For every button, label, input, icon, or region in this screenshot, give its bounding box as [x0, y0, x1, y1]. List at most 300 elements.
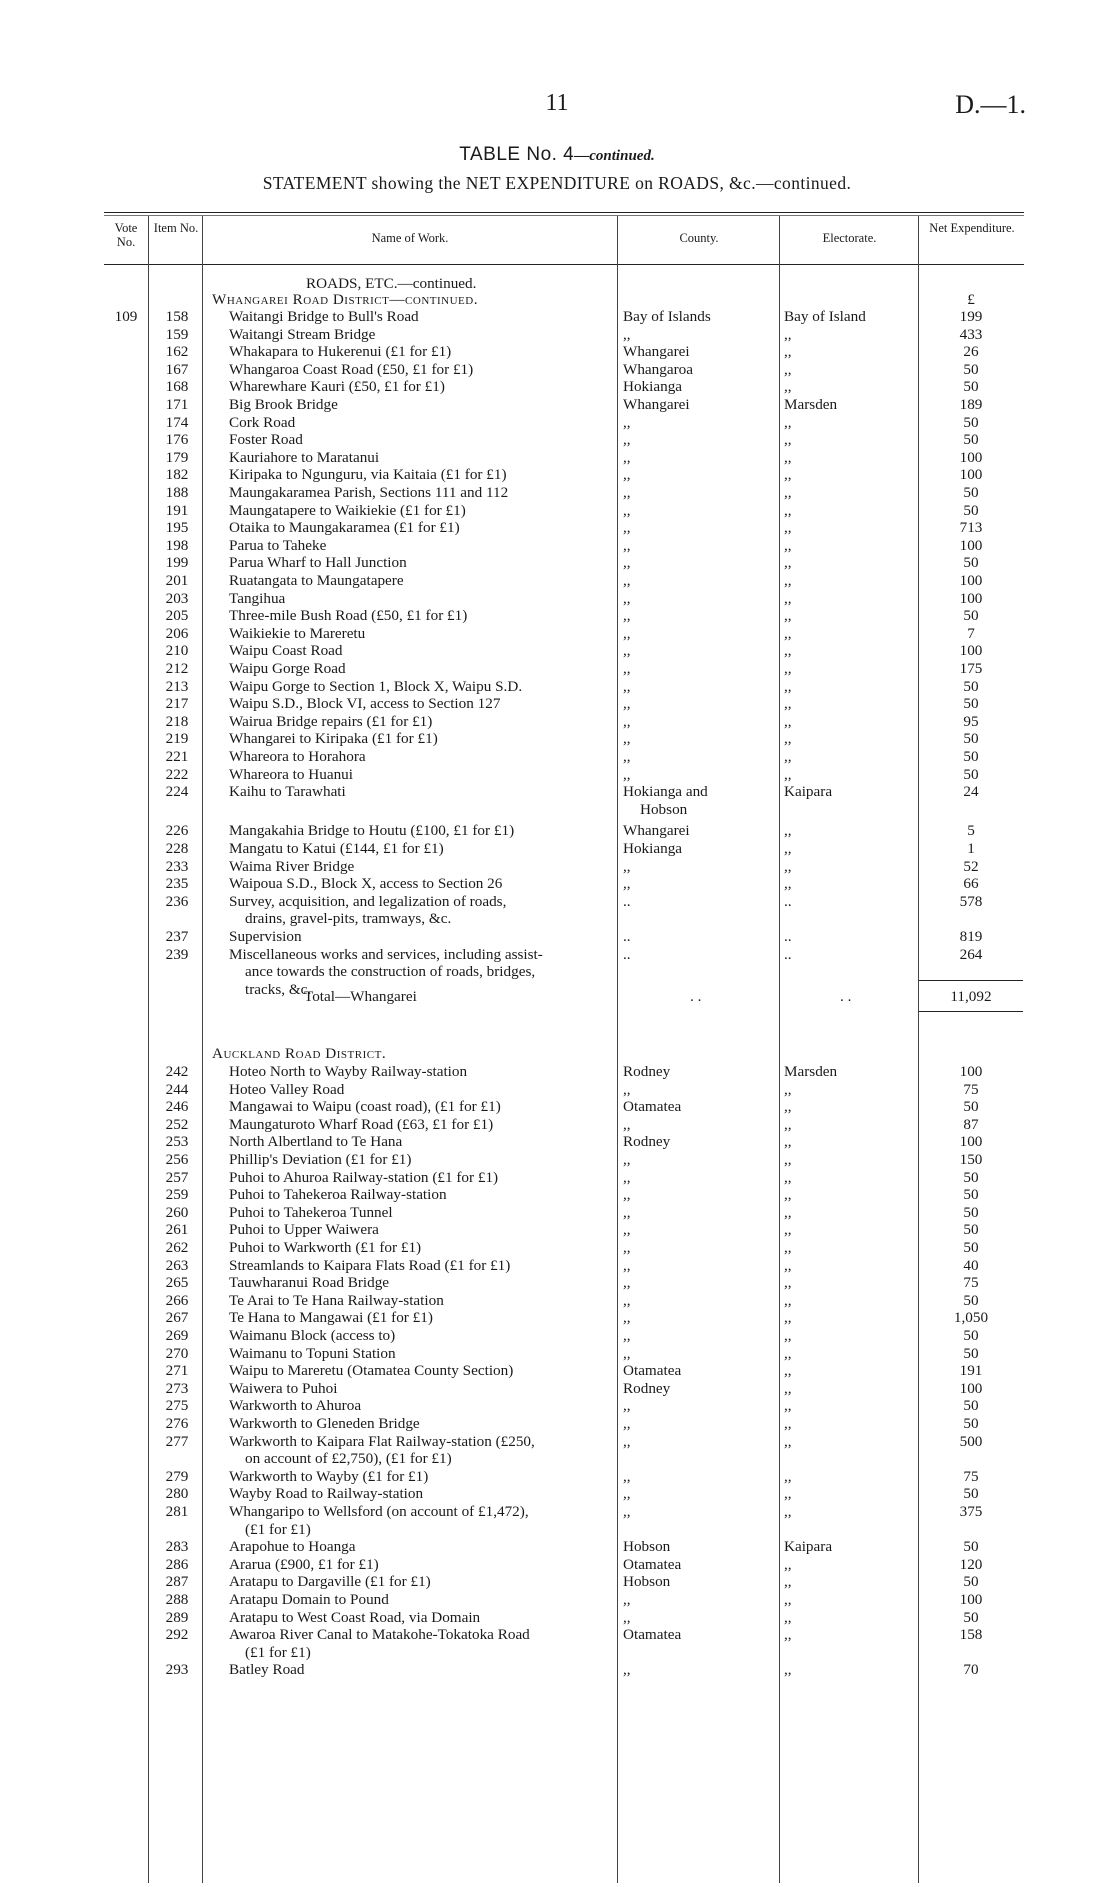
- net-expenditure: 50: [963, 1098, 979, 1116]
- work-name: Puhoi to Tahekeroa Railway-station: [229, 1186, 447, 1204]
- work-name: Mangatu to Katui (£144, £1 for £1): [229, 840, 444, 857]
- county-name: ,,: [623, 1115, 631, 1133]
- net-expenditure: 50: [963, 501, 979, 519]
- electorate-name: ,,: [784, 1626, 792, 1644]
- net-expenditure: 50: [963, 360, 979, 378]
- item-number: 288: [165, 1591, 189, 1608]
- county-name: ,,: [623, 466, 631, 484]
- work-name: Te Arai to Te Hana Railway-station: [229, 1291, 444, 1309]
- work-name: Waipu Gorge Road: [229, 660, 346, 677]
- county-name: ,,: [623, 857, 631, 875]
- electorate-name: ,,: [784, 1274, 792, 1292]
- col-rule-3: [617, 216, 618, 1883]
- electorate-name: ,,: [784, 840, 792, 857]
- county-name: Whangarei: [623, 396, 690, 413]
- net-expenditure: 52: [963, 857, 979, 875]
- net-expenditure: 75: [963, 1467, 979, 1485]
- electorate-name: ,,: [784, 466, 792, 484]
- item-number: 277: [165, 1432, 189, 1450]
- work-name: Ararua (£900, £1 for £1): [229, 1555, 379, 1573]
- county-name: Otamatea: [623, 1362, 682, 1380]
- work-name: Tangihua: [229, 589, 286, 607]
- electorate-name: ,,: [784, 1432, 792, 1450]
- net-expenditure: 50: [963, 695, 979, 713]
- work-name: Awaroa River Canal to Matakohe-Tokatoka Road: [229, 1626, 530, 1644]
- work-name: Puhoi to Ahuroa Railway-station (£1 for £1): [229, 1168, 499, 1186]
- county-name: ,,: [623, 748, 631, 765]
- work-name-continued: on account of £2,750), (£1 for £1): [245, 1450, 452, 1468]
- electorate-name: ,,: [784, 1415, 792, 1432]
- electorate-name: ,,: [784, 1168, 792, 1186]
- item-number: 262: [165, 1239, 189, 1256]
- work-name: Miscellaneous works and services, including assist-: [229, 945, 543, 963]
- document-code: D.—1.: [955, 90, 1026, 119]
- district-heading-auckland: Auckland Road District.: [212, 1045, 387, 1062]
- county-name: Rodney: [623, 1133, 671, 1151]
- item-number: 275: [165, 1397, 189, 1415]
- work-name: Aratapu to Dargaville (£1 for £1): [229, 1573, 431, 1591]
- work-name: Puhoi to Warkworth (£1 for £1): [229, 1239, 422, 1256]
- col-rule-4: [779, 216, 780, 1883]
- electorate-name: ,,: [784, 343, 792, 361]
- net-expenditure: 158: [959, 1626, 983, 1644]
- item-number: 276: [165, 1415, 189, 1432]
- electorate-name: ,,: [784, 448, 792, 466]
- electorate-name: Marsden: [784, 1063, 838, 1080]
- net-expenditure: 100: [959, 1379, 983, 1397]
- county-name: ,,: [623, 1168, 631, 1186]
- county-name: ,,: [623, 607, 631, 625]
- work-name: Phillip's Deviation (£1 for £1): [229, 1151, 412, 1168]
- net-expenditure: 50: [963, 378, 979, 396]
- county-name: ,,: [623, 1432, 631, 1450]
- item-number: 265: [165, 1274, 189, 1292]
- item-number: 235: [165, 875, 189, 893]
- work-name-continued: ance towards the construction of roads, bridges,: [245, 963, 536, 981]
- item-number: 269: [165, 1327, 189, 1344]
- electorate-name: ,,: [784, 1327, 792, 1344]
- net-expenditure: 100: [959, 589, 983, 607]
- work-name: Waipu S.D., Block VI, access to Section 127: [229, 695, 501, 713]
- net-expenditure: 375: [959, 1503, 983, 1520]
- item-number: 233: [165, 857, 189, 875]
- net-expenditure: 50: [963, 1397, 979, 1415]
- electorate-name: Kaipara: [784, 1538, 833, 1556]
- electorate-name: ,,: [784, 1661, 792, 1679]
- county-name: ,,: [623, 712, 631, 730]
- work-name: Foster Road: [229, 431, 303, 449]
- item-number: 201: [165, 572, 189, 589]
- county-name: ,,: [623, 730, 631, 748]
- county-name: ,,: [623, 642, 631, 660]
- electorate-name: ,,: [784, 624, 792, 642]
- electorate-name: ,,: [784, 536, 792, 554]
- electorate-name: ,,: [784, 1186, 792, 1204]
- net-expenditure: 819: [959, 928, 983, 945]
- col-header-county: County.: [679, 231, 719, 245]
- net-expenditure: 433: [959, 325, 983, 343]
- work-name: Aratapu Domain to Pound: [229, 1591, 389, 1608]
- electorate-name: ,,: [784, 1291, 792, 1309]
- header-top-rule: [104, 212, 1024, 213]
- net-expenditure: 100: [959, 1063, 983, 1080]
- net-expenditure: 50: [963, 1186, 979, 1204]
- electorate-name: ,,: [784, 1344, 792, 1362]
- item-number: 260: [165, 1203, 189, 1221]
- county-name: Hobson: [623, 1538, 671, 1556]
- work-name: Waipu Coast Road: [229, 642, 343, 660]
- item-number: 236: [165, 892, 189, 910]
- net-expenditure: 24: [963, 783, 979, 801]
- net-expenditure: 578: [959, 892, 983, 910]
- net-expenditure: 100: [959, 1133, 983, 1151]
- net-expenditure: 120: [959, 1555, 983, 1573]
- work-name: Puhoi to Upper Waiwera: [229, 1221, 379, 1239]
- electorate-name: ,,: [784, 748, 792, 765]
- electorate-name: ,,: [784, 431, 792, 449]
- electorate-name: ,,: [784, 607, 792, 625]
- county-name: ,,: [623, 765, 631, 783]
- net-expenditure: 50: [963, 1327, 979, 1344]
- work-name: Waimanu to Topuni Station: [229, 1344, 396, 1362]
- header-top-rule-thin: [104, 215, 1024, 216]
- electorate-name: ,,: [784, 1555, 792, 1573]
- electorate-name: ,,: [784, 1591, 792, 1608]
- net-expenditure: 50: [963, 1291, 979, 1309]
- item-number: 205: [165, 607, 189, 625]
- work-name: Wayby Road to Railway-station: [229, 1485, 424, 1503]
- item-number: 176: [165, 431, 189, 449]
- work-name: Wairua Bridge repairs (£1 for £1): [229, 712, 433, 730]
- item-number: 270: [165, 1344, 189, 1362]
- item-number: 210: [165, 642, 189, 660]
- work-name: Big Brook Bridge: [229, 396, 338, 413]
- county-name: ,,: [623, 1239, 631, 1256]
- electorate-name: ,,: [784, 1608, 792, 1626]
- electorate-name: ,,: [784, 1503, 792, 1520]
- item-number: 198: [165, 536, 189, 554]
- item-number: 167: [165, 360, 189, 378]
- item-number: 224: [165, 783, 189, 801]
- work-name: Whangarei to Kiripaka (£1 for £1): [229, 730, 438, 748]
- item-number: 203: [165, 589, 189, 607]
- item-number: 267: [165, 1309, 189, 1327]
- item-number: 273: [165, 1379, 189, 1397]
- net-expenditure: 50: [963, 1538, 979, 1556]
- item-number: 252: [165, 1115, 189, 1133]
- net-expenditure: 50: [963, 1485, 979, 1503]
- county-name: Hokianga: [623, 378, 683, 396]
- county-name: ,,: [623, 695, 631, 713]
- total-county-dots: . .: [690, 988, 702, 1005]
- col-rule-2: [202, 216, 203, 1883]
- county-name: ,,: [623, 1467, 631, 1485]
- net-expenditure: 189: [959, 396, 983, 413]
- electorate-name: ,,: [784, 1080, 792, 1098]
- item-number: 171: [165, 396, 189, 413]
- county-name: ..: [623, 892, 631, 910]
- item-number: 221: [165, 748, 189, 765]
- county-name: Whangarei: [623, 343, 690, 361]
- net-expenditure: 50: [963, 730, 979, 748]
- county-name: ,,: [623, 572, 631, 589]
- electorate-name: Kaipara: [784, 783, 833, 801]
- item-number: 237: [165, 928, 189, 945]
- work-name: Maungaturoto Wharf Road (£63, £1 for £1): [229, 1115, 494, 1133]
- work-name: Waikiekie to Mareretu: [229, 624, 366, 642]
- net-expenditure: 50: [963, 1239, 979, 1256]
- county-name: ,,: [623, 1415, 631, 1432]
- county-name: Rodney: [623, 1063, 671, 1080]
- electorate-name: ,,: [784, 1467, 792, 1485]
- net-expenditure: 100: [959, 1591, 983, 1608]
- electorate-name: ,,: [784, 1256, 792, 1274]
- item-number: 261: [165, 1221, 189, 1239]
- county-name: ,,: [623, 325, 631, 343]
- item-number: 158: [165, 308, 189, 325]
- county-name: ,,: [623, 589, 631, 607]
- item-number: 281: [165, 1503, 189, 1520]
- county-name: Otamatea: [623, 1098, 682, 1116]
- item-number: 292: [165, 1626, 189, 1644]
- item-number: 188: [165, 484, 189, 501]
- county-name: ,,: [623, 448, 631, 466]
- work-name-continued: tracks, &c.: [245, 980, 312, 998]
- work-name: Batley Road: [229, 1661, 305, 1679]
- item-number: 263: [165, 1256, 189, 1274]
- electorate-name: ,,: [784, 1362, 792, 1380]
- net-expenditure: 75: [963, 1274, 979, 1292]
- county-name: ,,: [623, 1203, 631, 1221]
- county-name: ,,: [623, 1591, 631, 1608]
- net-expenditure: 50: [963, 1344, 979, 1362]
- county-name: ,,: [623, 554, 631, 572]
- item-number: 219: [165, 730, 189, 748]
- net-expenditure: 50: [963, 1168, 979, 1186]
- electorate-name: ,,: [784, 1573, 792, 1591]
- item-number: 191: [165, 501, 189, 519]
- item-number: 162: [165, 343, 189, 361]
- electorate-name: ,,: [784, 857, 792, 875]
- electorate-name: ,,: [784, 1098, 792, 1116]
- section-heading-roads: ROADS, ETC.—continued.: [306, 275, 477, 292]
- electorate-name: ,,: [784, 413, 792, 431]
- item-number: 283: [165, 1538, 189, 1556]
- work-name: Arapohue to Hoanga: [229, 1538, 356, 1556]
- county-name: ,,: [623, 1080, 631, 1098]
- electorate-name: ,,: [784, 554, 792, 572]
- county-name: Hokianga: [623, 840, 683, 857]
- header-bottom-rule: [104, 264, 1024, 265]
- county-name: Otamatea: [623, 1555, 682, 1573]
- net-expenditure: 50: [963, 413, 979, 431]
- county-name: ,,: [623, 1344, 631, 1362]
- net-expenditure: 100: [959, 642, 983, 660]
- page-number: 11: [545, 90, 569, 116]
- work-name: Te Hana to Mangawai (£1 for £1): [229, 1309, 433, 1327]
- net-expenditure: 100: [959, 536, 983, 554]
- net-expenditure: 66: [963, 875, 979, 893]
- item-number: 246: [165, 1098, 189, 1116]
- county-name: Whangarei: [623, 822, 690, 840]
- vote-number: 109: [114, 308, 138, 325]
- work-name: Waimanu Block (access to): [229, 1327, 396, 1344]
- work-name: Whareora to Horahora: [229, 748, 366, 765]
- work-name: Mangawai to Waipu (coast road), (£1 for £1): [229, 1098, 501, 1116]
- electorate-name: ,,: [784, 765, 792, 783]
- county-name: Otamatea: [623, 1626, 682, 1644]
- county-name: ,,: [623, 1485, 631, 1503]
- net-expenditure: 150: [959, 1151, 983, 1168]
- item-number: 218: [165, 712, 189, 730]
- item-number: 287: [165, 1573, 189, 1591]
- county-name: ,,: [623, 413, 631, 431]
- work-name: Warkworth to Kaipara Flat Railway-station (£250,: [229, 1432, 535, 1450]
- item-number: 293: [165, 1661, 189, 1679]
- net-expenditure: 50: [963, 607, 979, 625]
- work-name-continued: drains, gravel-pits, tramways, &c.: [245, 910, 452, 928]
- item-number: 195: [165, 519, 189, 537]
- county-name: ,,: [623, 1221, 631, 1239]
- work-name: Waipu Gorge to Section 1, Block X, Waipu S.D.: [229, 677, 523, 695]
- net-expenditure: 40: [963, 1256, 979, 1274]
- col-header-vote: Vote No.: [114, 221, 138, 249]
- work-name: Kauriahore to Maratanui: [229, 448, 380, 466]
- work-name-continued: (£1 for £1): [245, 1643, 311, 1661]
- item-number: 174: [165, 413, 189, 431]
- electorate-name: ,,: [784, 360, 792, 378]
- work-name: Waima River Bridge: [229, 857, 355, 875]
- electorate-name: ,,: [784, 501, 792, 519]
- electorate-name: ,,: [784, 572, 792, 589]
- work-name: Hoteo Valley Road: [229, 1080, 345, 1098]
- county-name: ,,: [623, 519, 631, 537]
- work-name: Maungakaramea Parish, Sections 111 and 112: [229, 484, 509, 501]
- county-name: Whangaroa: [623, 360, 693, 378]
- table-title-main: TABLE No. 4: [459, 144, 575, 165]
- electorate-name: ..: [784, 945, 792, 963]
- electorate-name: ,,: [784, 1133, 792, 1151]
- county-name: ,,: [623, 1309, 631, 1327]
- item-number: 271: [165, 1362, 189, 1380]
- work-name: Aratapu to West Coast Road, via Domain: [229, 1608, 481, 1626]
- total-electorate-dots: . .: [840, 988, 852, 1005]
- net-expenditure: 500: [959, 1432, 983, 1450]
- net-expenditure: 50: [963, 677, 979, 695]
- item-number: 217: [165, 695, 189, 713]
- item-number: 199: [165, 554, 189, 572]
- col-header-electorate: Electorate.: [822, 231, 877, 245]
- work-name: Waitangi Bridge to Bull's Road: [229, 308, 419, 325]
- work-name: Waipu to Mareretu (Otamatea County Section): [229, 1362, 514, 1380]
- electorate-name: ,,: [784, 1115, 792, 1133]
- net-expenditure: 100: [959, 466, 983, 484]
- table-title-suffix: —continued.: [574, 148, 655, 164]
- item-number: 182: [165, 466, 189, 484]
- electorate-name: Bay of Island: [784, 308, 866, 325]
- col-rule-1: [148, 216, 149, 1883]
- work-name: Three-mile Bush Road (£50, £1 for £1): [229, 607, 468, 625]
- net-expenditure: 5: [967, 822, 975, 840]
- work-name: Waiwera to Puhoi: [229, 1379, 338, 1397]
- net-expenditure: 100: [959, 572, 983, 589]
- item-number: 239: [165, 945, 189, 963]
- work-name: Warkworth to Gleneden Bridge: [229, 1415, 420, 1432]
- net-expenditure: 95: [963, 712, 979, 730]
- electorate-name: ,,: [784, 1221, 792, 1239]
- col-header-item: Item No.: [153, 221, 199, 235]
- electorate-name: ,,: [784, 712, 792, 730]
- work-name: Otaika to Maungakaramea (£1 for £1): [229, 519, 460, 537]
- county-name: ,,: [623, 1151, 631, 1168]
- electorate-name: ,,: [784, 730, 792, 748]
- net-expenditure: 50: [963, 1608, 979, 1626]
- electorate-name: Marsden: [784, 396, 838, 413]
- electorate-name: ,,: [784, 875, 792, 893]
- work-name: Puhoi to Tahekeroa Tunnel: [229, 1203, 393, 1221]
- currency-symbol: £: [967, 291, 975, 308]
- work-name: Parua Wharf to Hall Junction: [229, 554, 407, 572]
- item-number: 213: [165, 677, 189, 695]
- work-name: Whareora to Huanui: [229, 765, 353, 783]
- county-name: ..: [623, 945, 631, 963]
- item-number: 228: [165, 840, 189, 857]
- county-name: ,,: [623, 875, 631, 893]
- county-name: ,,: [623, 1608, 631, 1626]
- net-expenditure: 50: [963, 484, 979, 501]
- electorate-name: ..: [784, 892, 792, 910]
- item-number: 168: [165, 378, 189, 396]
- net-expenditure: 100: [959, 448, 983, 466]
- work-name: Hoteo North to Wayby Railway-station: [229, 1063, 468, 1080]
- net-expenditure: 191: [959, 1362, 983, 1380]
- item-number: 257: [165, 1168, 189, 1186]
- work-name: Wharewhare Kauri (£50, £1 for £1): [229, 378, 445, 396]
- electorate-name: ,,: [784, 519, 792, 537]
- net-expenditure: 50: [963, 1203, 979, 1221]
- work-name: Ruatangata to Maungatapere: [229, 572, 404, 589]
- net-expenditure: 50: [963, 765, 979, 783]
- net-expenditure: 70: [963, 1661, 979, 1679]
- electorate-name: ,,: [784, 1309, 792, 1327]
- electorate-name: ,,: [784, 677, 792, 695]
- county-name: ,,: [623, 1397, 631, 1415]
- item-number: 286: [165, 1555, 189, 1573]
- electorate-name: ,,: [784, 1379, 792, 1397]
- work-name: Kiripaka to Ngunguru, via Kaitaia (£1 for £1): [229, 466, 507, 484]
- county-name: ,,: [623, 624, 631, 642]
- net-expenditure: 75: [963, 1080, 979, 1098]
- item-number: 244: [165, 1080, 189, 1098]
- item-number: 242: [165, 1063, 189, 1080]
- net-expenditure: 175: [959, 660, 983, 677]
- work-name: Parua to Taheke: [229, 536, 327, 554]
- county-name: ,,: [623, 660, 631, 677]
- net-expenditure: 713: [959, 519, 983, 537]
- net-expenditure: 87: [963, 1115, 979, 1133]
- item-number: 206: [165, 624, 189, 642]
- item-number: 222: [165, 765, 189, 783]
- electorate-name: ,,: [784, 325, 792, 343]
- electorate-name: ,,: [784, 1397, 792, 1415]
- item-number: 289: [165, 1608, 189, 1626]
- work-name: Maungatapere to Waikiekie (£1 for £1): [229, 501, 466, 519]
- electorate-name: ,,: [784, 1485, 792, 1503]
- electorate-name: ,,: [784, 1203, 792, 1221]
- item-number: 253: [165, 1133, 189, 1151]
- county-name: ,,: [623, 501, 631, 519]
- work-name: Warkworth to Ahuroa: [229, 1397, 362, 1415]
